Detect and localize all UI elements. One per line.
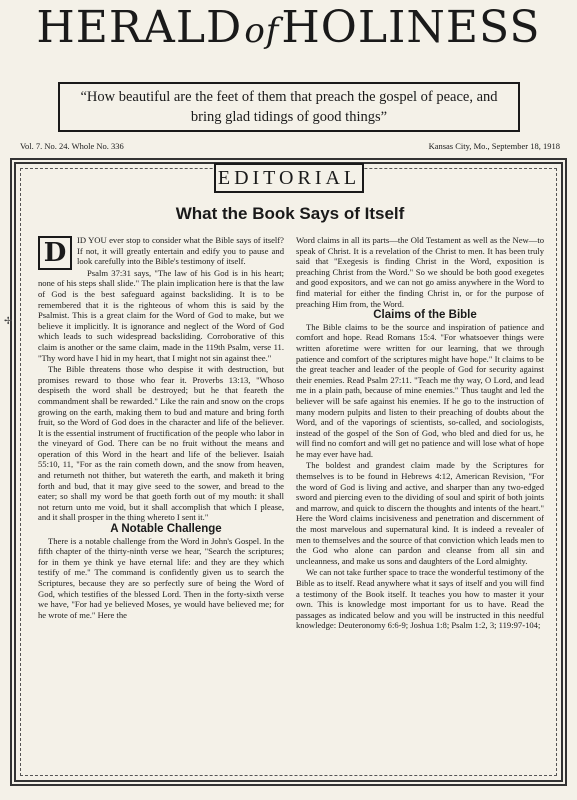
paragraph: Word claims in all its parts—the Old Testament as well as the New—to speak of Christ. It is a revelation of the Christ to men. It has been truly said that "Exegesis is finding Christ in the Word, exposition is preaching Christ from the Word." So we should be both good exegetes and good expositors, and we can not go amiss anywhere in the Word to find material for either the finding Christ in, or for the purpose of preaching Him from, the Word.	[296, 235, 544, 309]
issue-line	[20, 141, 560, 155]
article-column-right	[296, 235, 544, 632]
masthead-title-of: of	[244, 11, 280, 51]
drop-cap: D	[38, 236, 72, 270]
masthead	[0, 2, 577, 57]
issue-place-date: Kansas City, Mo., September 18, 1918	[428, 141, 560, 151]
motto-line-1: “How beautiful are the feet of them that preach the gospel of peace, and	[80, 89, 498, 105]
paragraph: The Bible claims to be the source and inspiration of patience and comfort and hope. Read Romans 15:4. "For whatsoever things were written aforetime were written for our learning, that we through patience and comfort of the scriptures might have hope." It claims to be the great teacher and leader of the people of God for security against their enemies. Read Psalm 27:11. "Teach me thy way, O Lord, and lead me in a plain path, because of mine enemies." Thus taught and led the believer will be safe against his enemies. If he go to the instruction of many modern pulpits and listen to their preaching of doubts about the Word, and of the vaporings of scientists, so-called, and sociologists, instead of the gospel of the Son of God, who bled and died for us, he will find no comfort and will get no patience and will lose what of hope he may ever have had.	[296, 321, 544, 459]
paragraph: ID YOU ever stop to consider what the Bible says of itself? If not, it will greatly entertain and edify you to pause and look carefully into the Bible's testimony of itself.	[77, 235, 284, 267]
paragraph: Psalm 37:31 says, "The law of his God is in his heart; none of his steps shall slide." The plain implication here is that the law of God is the best safeguard against backsliding. It is to be remembered that it is the righteous of whom this is said by the Psalmist. This is a great claim for the Word of God to make, but we believe it implicitly. It is ignorance and neglect of the Word of God which leads to such widespread backsliding. Corroborative of this claim is another or the same claim, made in the 119th Psalm, verse 11. "Thy word have I hid in my heart, that I might not sin against thee."	[38, 267, 284, 363]
paragraph: We can not take further space to trace the wonderful testimony of the Bible as to itself. Read anywhere what it says of itself and you will find a testimony of the Book itself. It teaches you how to master it your own. This is knowledge most important for us to have. Read the passages as indicated below and you will be instructed in this needful knowledge: Deuteronomy 6:6-9; Joshua 1:8; Psalm 1:2, 3; 119:97-104;	[296, 567, 544, 631]
article-title: What the Book Says of Itself	[175, 204, 405, 223]
masthead-title-left: HERALD	[36, 2, 243, 53]
subhead-notable-challenge: A Notable Challenge	[110, 523, 222, 536]
subhead-claims-of-bible: Claims of the Bible	[373, 309, 477, 322]
masthead-title	[0, 2, 577, 57]
paragraph: The Bible threatens those who despise it with destruction, but promises reward to those who fear it. Proverbs 13:13, "Whoso despiseth the word shall be destroyed; but he that feareth the commandment shall be rewarded." Like the rain and snow on the crops growing on the earth, making them to bud and mature and bring forth fruit, so the Word of God does in the character and life of the believer. It is the essential instrument of fructification of the people who labor in the vineyard of God. There can be no fruit without the means and operation of this Word in the heart and life of the believer. Isaiah 55:10, 11, "For as the rain cometh down, and the snow from heaven, and returneth not thither, but watereth the earth, and maketh it bring forth and bud, that it may give seed to the sower, and bread to the eater; so shall my word be that goeth forth out of my mouth: it shall not return unto me void, but it shall accomplish that which I please, and it shall prosper in the thing whereto I sent it."	[38, 364, 284, 523]
motto-line-2: bring glad tidings of good things”	[190, 109, 388, 125]
paragraph: The boldest and grandest claim made by the Scriptures for themselves is to be found in Hebrews 4:12, American Revision, "For the word of God is living and active, and sharper than any two-edged sword and piercing even to the dividing of soul and spirit of both joints and marrow, and quick to discern the thoughts and intents of the heart." Here the Word claims incisiveness and penetration and discernment of the most marvelous and supernatural kind. It is indeed a revealer of men to themselves and the source of that conviction which leads men to the God who alone can pardon and cleanse from all sin and uncleanness, and make us sons and daughters of the Lord almighty.	[296, 460, 544, 566]
paragraph: There is a notable challenge from the Word in John's Gospel. In the fifth chapter of the thirty-ninth verse we hear, "Search the scriptures; for in them ye think ye have eternal life: and they are they which testify of me." The command is confidently given us to search the Scriptures, because they are so perfectly sure of being the Word of God, which testifies of the blessed Lord. Then in the forty-sixth verse we have, "For had ye believed Moses, ye would have believed me; for he wrote of me." Here the	[38, 535, 284, 620]
section-label: EDITORIAL	[217, 167, 361, 189]
masthead-title-right: HOLINESS	[281, 2, 541, 53]
issue-volume: Vol. 7. No. 24. Whole No. 336	[20, 141, 124, 151]
motto-box	[58, 82, 520, 132]
section-plate	[214, 163, 364, 193]
article-column-left	[38, 235, 284, 621]
left-margin-ornament: ✢	[4, 316, 13, 327]
